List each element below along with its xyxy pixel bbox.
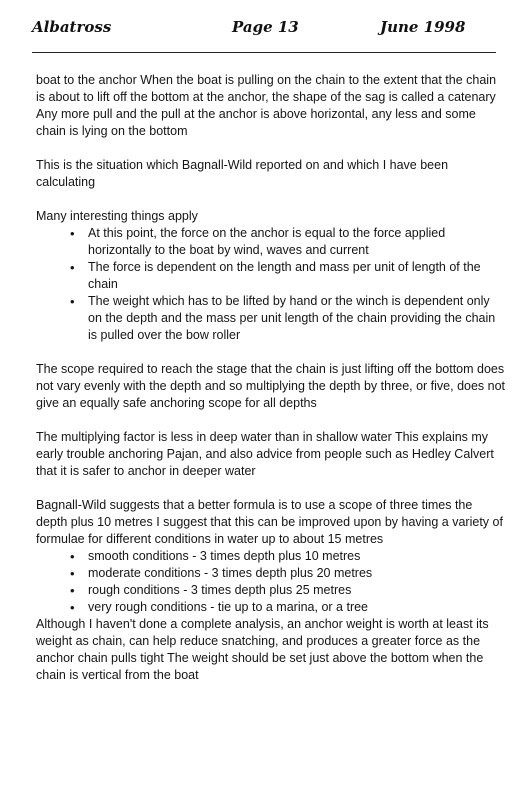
paragraph-interesting-things: Many interesting things apply [36,209,198,223]
header-divider [32,52,496,53]
list-item-text: very rough conditions - tie up to a marina, or a tree [88,600,369,614]
paragraph-catenary: boat to the anchor When the boat is pulling on the chain to the extent that the chain is about to lift off the bottom at the anchor, the shape of the sag is called a catenary Any more pull and the pull at the anchor is above horizontal, any less and some chain is lying on the bottom [36,73,497,138]
header-page-number: Page 13 [232,18,299,36]
list-item [70,582,498,599]
list-item-text: smooth conditions - 3 times depth plus 10 metres [88,549,361,563]
list-item-text: The weight which has to be lifted by hand or the winch is dependent only on the depth and the mass per unit length of the chain providing the chain is pulled over the bow roller [88,294,496,342]
list-item-text: moderate conditions - 3 times depth plus 20 metres [88,566,373,580]
paragraph-anchor-weight: Although I haven't done a complete analysis, an anchor weight is worth at least its weight as chain, can help reduce snatching, and produces a greater force as the anchor chain pulls tight The weight should be set just above the bottom when the chain is vertical from the boat [36,617,489,682]
paragraph-scope: The scope required to reach the stage that the chain is just lifting off the bottom does not vary evenly with the depth and so multiplying the depth by three, or five, does not give an equally safe anchoring scope for all depths [36,362,506,410]
header-date: June 1998 [380,18,466,36]
bullet-icon: • [70,294,75,309]
list-item-text: The force is dependent on the length and mass per unit of length of the chain [88,260,481,291]
list-item [70,599,498,616]
list-item [70,565,498,582]
page-header [0,14,524,40]
list-item [70,225,498,259]
bullet-icon: • [70,583,75,598]
document-body [36,72,506,701]
paragraph-situation: This is the situation which Bagnall-Wild reported on and which I have been calculating [36,158,449,189]
list-item-text: At this point, the force on the anchor is equal to the force applied horizontally to the boat by wind, waves and current [88,226,446,257]
list-item [70,293,498,344]
header-title: Albatross [32,18,112,36]
bullet-icon: • [70,549,75,564]
bullet-icon: • [70,566,75,581]
list-item-text: rough conditions - 3 times depth plus 25 metres [88,583,352,597]
list-item [70,548,498,565]
bullet-list-conditions [70,548,498,616]
list-item [70,259,498,293]
bullet-icon: • [70,226,75,241]
paragraph-formula: Bagnall-Wild suggests that a better formula is to use a scope of three times the depth plus 10 metres I suggest that this can be improved upon by having a variety of formulae for different conditions in water up to about 15 metres [36,498,503,546]
paragraph-multiplying-factor: The multiplying factor is less in deep water than in shallow water This explains my early trouble anchoring Pajan, and also advice from people such as Hedley Calvert that it is safer to anchor in deeper water [36,430,494,478]
bullet-icon: • [70,600,75,615]
bullet-icon: • [70,260,75,275]
bullet-list-forces [70,225,498,344]
